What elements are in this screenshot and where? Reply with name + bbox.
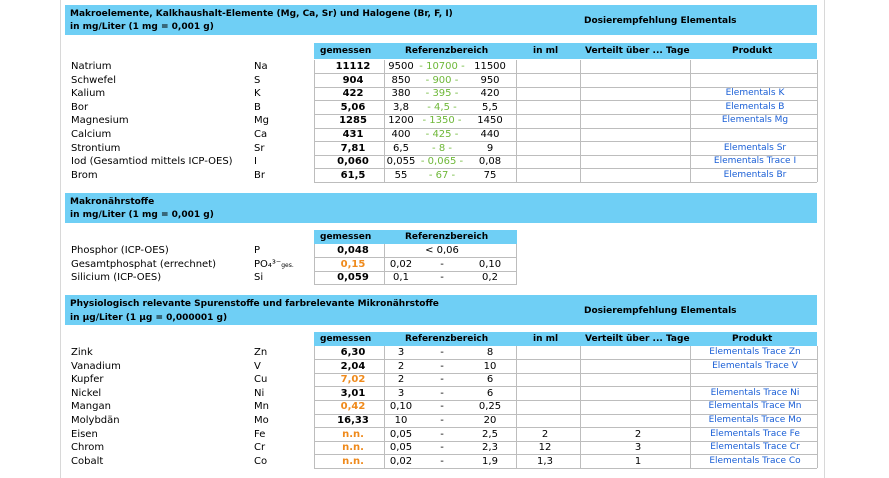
table-row	[0, 373, 889, 386]
section1-dosage-title: Dosierempfehlung Elementals	[584, 16, 737, 26]
element-name: Natrium	[71, 61, 112, 72]
measured-value: 431	[342, 129, 364, 140]
element-symbol: Na	[254, 61, 268, 72]
reference-target: -	[440, 258, 444, 270]
table-row	[0, 346, 889, 359]
reference-target: - 0,065 -	[420, 156, 464, 168]
reference-high: 950	[480, 74, 500, 86]
element-symbol: Ca	[254, 129, 268, 140]
column-gridline	[516, 60, 517, 182]
reference-target: - 8 -	[432, 142, 452, 154]
element-symbol: Zn	[254, 347, 268, 358]
section3-unit: in µg/Liter (1 µg = 0,000001 g)	[70, 313, 228, 323]
reference-target: - 395 -	[425, 88, 459, 100]
element-name: Bor	[71, 101, 89, 113]
reference-high: 9	[486, 142, 494, 154]
reference-target: - 67 -	[428, 169, 456, 181]
element-symbol	[254, 258, 294, 272]
element-name: Strontium	[71, 142, 121, 154]
reference-low: 9500	[388, 61, 414, 72]
element-name: Gesamtphosphat (errechnet)	[71, 258, 217, 270]
element-symbol-text: PO₄³⁻	[254, 258, 282, 270]
reference-low: 2	[397, 374, 405, 386]
element-name: Nickel	[71, 387, 102, 399]
reference-target: -	[440, 387, 444, 399]
product-name: Elementals Trace V	[712, 360, 798, 371]
reference-high: 2,3	[482, 442, 498, 454]
product-name: Elementals Trace Zn	[709, 347, 801, 357]
measured-value: 2,04	[340, 360, 366, 372]
reference-target: < 0,06	[425, 245, 459, 256]
reference-target: -	[440, 272, 444, 284]
section3-col-product: Produkt	[732, 334, 773, 344]
element-name: Phosphor (ICP-OES)	[71, 245, 169, 256]
reference-low: 6,5	[393, 142, 409, 154]
table-row	[0, 360, 889, 373]
measured-value: 61,5	[340, 169, 366, 181]
element-symbol: Sr	[254, 142, 265, 154]
section2-title: Makronährstoffe	[70, 197, 155, 207]
reference-target: -	[440, 415, 444, 426]
table-row	[0, 387, 889, 400]
reference-high: 440	[480, 129, 500, 140]
measured-value: n.n.	[342, 428, 364, 440]
column-gridline	[516, 244, 517, 285]
measured-value: 0,059	[337, 272, 369, 284]
reference-high: 0,2	[482, 272, 498, 284]
element-symbol: S	[254, 74, 261, 86]
reference-low: 3,8	[393, 101, 409, 113]
column-gridline	[516, 346, 517, 468]
reference-target: - 4,5 -	[427, 101, 457, 113]
dosage-days: 3	[634, 442, 642, 454]
product-name: Elementals Trace Mn	[708, 401, 802, 412]
product-name: Elementals Trace Mo	[708, 415, 802, 425]
element-symbol: Co	[254, 455, 268, 467]
measured-value: 7,02	[340, 374, 366, 386]
reference-target: - 1350 -	[422, 115, 462, 127]
table-row	[0, 441, 889, 454]
element-name: Cobalt	[71, 455, 104, 467]
element-symbol: Mg	[254, 115, 269, 127]
section3-title: Physiologisch relevante Spurenstoffe und farbrelevante Mikronährstoffe	[70, 299, 439, 309]
element-name: Schwefel	[71, 74, 116, 86]
product-name: Elementals B	[725, 101, 785, 112]
element-symbol-subscript: ges.	[281, 261, 294, 269]
product-name: Elementals Sr	[723, 142, 787, 153]
section2-unit: in mg/Liter (1 mg = 0,001 g)	[70, 210, 214, 220]
element-symbol-text: P	[254, 245, 261, 256]
reference-low: 0,1	[393, 272, 409, 284]
column-gridline	[817, 60, 818, 182]
measured-value: 0,42	[340, 401, 366, 413]
table-row	[0, 244, 889, 257]
element-name: Chrom	[71, 442, 105, 454]
reference-high: 11500	[474, 61, 506, 72]
table-row	[0, 155, 889, 168]
reference-high: 0,08	[478, 156, 502, 168]
measured-value: 16,33	[337, 415, 369, 426]
column-gridline	[314, 244, 315, 285]
product-name: Elementals Trace Cr	[710, 442, 800, 453]
element-name: Molybdän	[71, 415, 120, 426]
column-gridline	[314, 60, 315, 182]
table-row	[0, 455, 889, 468]
measured-value: 422	[342, 88, 364, 100]
element-name: Brom	[71, 169, 98, 181]
element-symbol: I	[254, 156, 257, 168]
table-row	[0, 114, 889, 127]
row-gridline	[314, 468, 817, 469]
reference-high: 6	[486, 374, 494, 386]
reference-high: 5,5	[482, 101, 498, 113]
measured-value: 7,81	[340, 142, 366, 154]
element-symbol: V	[254, 360, 261, 372]
measured-value: 0,048	[337, 245, 369, 256]
section1-col-ml: in ml	[533, 46, 559, 56]
section1-col-product: Produkt	[732, 46, 773, 56]
element-name: Iod (Gesamtiod mittels ICP-OES)	[71, 156, 233, 168]
product-name: Elementals Trace Ni	[710, 387, 800, 398]
reference-low: 10	[394, 415, 408, 426]
reference-low: 2	[397, 360, 405, 372]
element-name: Eisen	[71, 428, 98, 440]
reference-low: 3	[397, 387, 405, 399]
column-gridline	[384, 60, 385, 182]
reference-low: 1200	[388, 115, 414, 127]
row-gridline	[314, 284, 517, 285]
measured-value: 6,30	[340, 347, 366, 358]
section3-dosage-title: Dosierempfehlung Elementals	[584, 306, 737, 316]
reference-target: -	[440, 401, 444, 413]
table-row	[0, 128, 889, 141]
reference-high: 1450	[477, 115, 503, 127]
element-symbol: Ni	[254, 387, 265, 399]
reference-high: 0,25	[478, 401, 502, 413]
element-name: Silicium (ICP-OES)	[71, 272, 162, 284]
column-gridline	[384, 244, 385, 285]
table-row	[0, 428, 889, 441]
reference-low: 0,02	[389, 455, 413, 467]
measured-value: 3,01	[340, 387, 366, 399]
table-row	[0, 60, 889, 73]
section1-col-days: Verteilt über ... Tage	[585, 46, 690, 56]
section2-col-reference: Referenzbereich	[405, 232, 489, 242]
table-row	[0, 87, 889, 100]
table-row	[0, 169, 889, 182]
section1-col-measured: gemessen	[320, 46, 372, 56]
reference-low: 0,05	[389, 442, 413, 454]
product-name: Elementals Mg	[721, 115, 789, 126]
measured-value: 1285	[339, 115, 367, 127]
reference-target: -	[440, 360, 444, 372]
reference-high: 420	[480, 88, 500, 100]
table-row	[0, 258, 889, 271]
reference-low: 0,05	[389, 428, 413, 440]
reference-target: -	[440, 428, 444, 440]
element-symbol: Br	[254, 169, 265, 181]
element-name: Zink	[71, 347, 93, 358]
section3-col-measured: gemessen	[320, 334, 372, 344]
reference-low: 0,10	[389, 401, 413, 413]
table-row	[0, 74, 889, 87]
section2-col-measured: gemessen	[320, 232, 372, 242]
element-symbol: B	[254, 101, 261, 113]
section3-col-ml: in ml	[533, 334, 559, 344]
product-name: Elementals Trace I	[713, 156, 797, 167]
element-symbol	[254, 271, 263, 285]
element-symbol-text: Si	[254, 272, 264, 284]
element-symbol	[254, 244, 260, 258]
product-name: Elementals Trace Fe	[710, 428, 800, 439]
reference-target: -	[440, 347, 444, 358]
dosage-days: 2	[634, 428, 642, 440]
section1-col-reference: Referenzbereich	[405, 46, 489, 56]
element-name: Kalium	[71, 88, 106, 100]
table-row	[0, 271, 889, 284]
table-row	[0, 400, 889, 413]
reference-target: - 900 -	[425, 74, 459, 86]
row-gridline	[314, 182, 817, 183]
reference-low: 380	[391, 88, 411, 100]
reference-high: 2,5	[482, 428, 498, 440]
section3-col-reference: Referenzbereich	[405, 334, 489, 344]
reference-target: - 425 -	[425, 129, 459, 140]
element-name: Calcium	[71, 129, 112, 140]
reference-high: 75	[483, 169, 497, 181]
reference-target: - 10700 -	[419, 61, 465, 72]
measured-value: 11112	[335, 61, 371, 72]
element-name: Vanadium	[71, 360, 121, 372]
table-row	[0, 142, 889, 155]
reference-high: 20	[483, 415, 497, 426]
table-row	[0, 101, 889, 114]
reference-high: 1,9	[482, 455, 498, 467]
element-name: Magnesium	[71, 115, 129, 127]
reference-high: 6	[486, 387, 494, 399]
measured-value: 0,15	[340, 258, 366, 270]
measured-value: 5,06	[340, 101, 366, 113]
column-gridline	[690, 346, 691, 468]
section3-col-days: Verteilt über ... Tage	[585, 334, 690, 344]
product-name: Elementals Trace Co	[709, 455, 801, 466]
column-gridline	[580, 60, 581, 182]
element-symbol: K	[254, 88, 261, 100]
column-gridline	[384, 346, 385, 468]
measured-value: n.n.	[342, 455, 364, 467]
reference-target: -	[440, 455, 444, 467]
reference-low: 3	[397, 347, 405, 358]
column-gridline	[690, 60, 691, 182]
reference-high: 10	[483, 360, 497, 372]
reference-high: 0,10	[478, 258, 502, 270]
element-name: Kupfer	[71, 374, 104, 386]
element-symbol: Fe	[254, 428, 266, 440]
reference-high: 8	[486, 347, 494, 358]
measured-value: 0,060	[337, 156, 369, 168]
reference-target: -	[440, 442, 444, 454]
section1-unit: in mg/Liter (1 mg = 0,001 g)	[70, 22, 214, 32]
reference-low: 400	[391, 129, 411, 140]
product-name: Elementals K	[725, 88, 785, 99]
column-gridline	[817, 346, 818, 468]
section1-title: Makroelemente, Kalkhaushalt-Elemente (Mg, Ca, Sr) und Halogene (Br, F, I)	[70, 9, 453, 19]
dosage-ml: 2	[541, 428, 549, 440]
reference-target: -	[440, 374, 444, 386]
dosage-ml: 12	[538, 442, 552, 454]
reference-low: 0,02	[389, 258, 413, 270]
table-row	[0, 414, 889, 427]
element-name: Mangan	[71, 401, 111, 413]
dosage-ml: 1,3	[537, 455, 553, 467]
element-symbol: Cu	[254, 374, 268, 386]
measured-value: 904	[342, 74, 364, 86]
measured-value: n.n.	[342, 442, 364, 454]
element-symbol: Cr	[254, 442, 266, 454]
column-gridline	[580, 346, 581, 468]
reference-low: 850	[391, 74, 411, 86]
reference-low: 0,055	[386, 156, 416, 168]
column-gridline	[314, 346, 315, 468]
reference-low: 55	[394, 169, 408, 181]
product-name: Elementals Br	[723, 169, 787, 180]
dosage-days: 1	[634, 455, 642, 467]
element-symbol: Mn	[254, 401, 269, 413]
element-symbol: Mo	[254, 415, 269, 426]
